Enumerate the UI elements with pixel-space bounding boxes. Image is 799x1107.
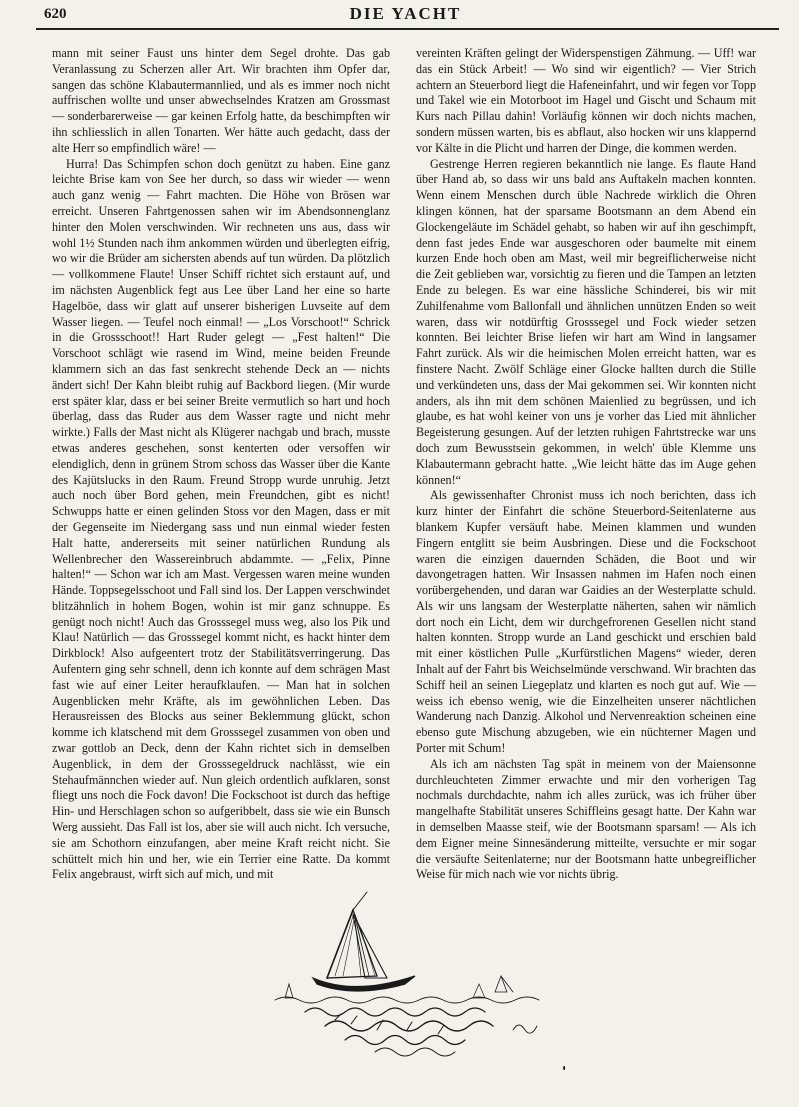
paragraph: vereinten Kräften gelingt der Widerspenstigen Zähmung. — Uff! war das ein Stück Arbeit! — Wo sind wir eigentlich? — Vier Strich achtern an Steuerbord liegt die Hafeneinfahrt, und wir fegen vor Topp und Takel wie ein Motorboot im Hagel und Gischt und Schaum mit Kurs nach Pillau dahin! Vorläufig können wir doch nichts machen, sondern müssen warten, bis es abflaut, also hocken wir uns klappernd vor Kälte in die Plicht und harren der Dinge, die kommen werden. [416, 46, 756, 155]
paragraph: Als gewissenhafter Chronist muss ich noch berichten, dass ich kurz hinter der Einfahrt die schöne Steuerbord-Seitenlaterne aus blankem Kupfer versäuft habe. Meinen klammen und wunden Fingern entglitt sie beim Ausbringen. Diese und die Fockschoot waren die einzigen dauernden Schäden, die Boot und wir davongetragen hatten. Wir Insassen nahmen im Hafen noch einen vorübergehenden, und daran war Gaidies an der Westerplatte schuld. Als wir uns langsam der Westerplatte näherten, sahen wir nämlich dort noch ein Licht, dem wir durchgefrorenen Gesellen nicht stand halten konnten. Stropp wurde an Land geschickt und erschien bald mit einer köstlichen Pulle „Kurfürstlichen Magens“ wieder, deren Inhalt auf der Fahrt bis Weichselmünde verschwand. Wir brachten das Schiff heil an seinen Liegeplatz und klarten es noch gut auf. Wie — weiss ich ebenso wenig, wie die Einzelheiten unserer nächtlichen Wanderung nach Danzig. Alkohol und Nervenreaktion scheinen eine ebenso gute Mischung abzugeben, wie ein nüchterner Magen und Porter mit Schum! [416, 488, 756, 756]
paragraph: Hurra! Das Schimpfen schon doch genützt zu haben. Eine ganz leichte Brise kam von See her durch, so dass wir wieder — wenn auch ganz wenig — Fahrt machten. Die Höhe von Brösen war erreicht. Unseren Fahrtgenossen sahen wir im Abendsonnenglanz hinter den Molen verschwinden. Wir rechneten uns aus, dass wir wohl 1½ Stunden nach ihm ankommen würden und überlegten eifrig, wo wir die Brüder am sichersten abends auf tun würden. Da plötzlich — vollkommene Flaute! Unser Schiff richtet sich erstaunt auf, und im nächsten Augenblick fegt aus Lee über Land her eine so harte Hagelböe, dass wir glatt auf unserer bisherigen Luvseite auf dem Wasser liegen. — Teufel noch einmal! — „Los Vorschoot!“ Schrick in die Grossschoot!! Hart Ruder gelegt — „Fest halten!“ Die Vorschoot schlägt wie rasend im Wind, meine beiden Freunde klammern sich an das fast senkrecht stehende Deck an — nichts ändert sich! Der Kahn bleibt ruhig auf Backbord liegen. (Mir wurde erst später klar, dass er bei seiner Breite vermutlich so hart und hoch überlag, dass das Ruder aus dem Wasser ragte und nicht mehr wirkte.) Falls der Mast nicht als Klügerer nachgab und brach, musste etwas anderes geschehen, sonst kenterten oder versoffen wir elendiglich, denn in grünem Strom schoss das Wasser über die Kante des Kajütslucks in den Raum. Freund Stropp wurde unruhig. Jetzt auch noch über Bord gehen, mein Freundchen, gibt es nicht! Schwupps hatte er einen gelinden Stoss vor den Magen, dass er mit der Gegenseite im Niedergang sass und nun einmal wieder festen Halt hatte, andererseits mit seiner natürlichen Rundung als Wellenbrecher den Wassereinbruch abdammte. — „Felix, Pinne halten!“ — Schon war ich am Mast. Vergessen waren meine wunden Hände. Toppsegelsschoot und Fall sind los. Der Lappen verschwindet blitzähnlich in hohem Bogen, wohin ist mir ganz schnuppe. Es genügt noch nicht! Auch das Grosssegel muss weg, also los Pik und Klau! Natürlich — das Grosssegel kommt nicht, es hackt hinter dem Dirkblock! Also aufgeentert trotz der Stabilitätsverringerung. Das Aufentern ging sehr schnell, denn ich konnte auf dem schrägen Mast fast wie auf einer Leiter heraufklaufen. — Man hat in solchen Augenblicken mehr Kräfte, als im gewöhnlichen Leben. Das Herausreissen des Blocks aus seiner Beklemmung glückt, schon komme ich klatschend mit dem Grosssegel zusammen von oben und zwar gottlob an Deck, denn der Kahn richtet sich in demselben Augenblick, in dem der Grosssegeldruck nachlässt, wie ein Stehaufmännchen wieder auf. Nun gleich ordentlich aufklaren, sonst fliegt uns noch die Fock davon! Die Fockschoot ist durch das heftige Hin- und Herschlagen schon so aufgeribbelt, dass sie wie ein Bunsch Werg aussieht. Das Fall ist los, aber sie will auch nicht. Ich versuche, sie am Schothorn einzufangen, aber meine Kraft reicht nicht. Sie schüttelt mich hin und her, wie ein Terrier eine Ratte. Da kommt Felix angebraust, wirft sich auf mich, und mit [52, 156, 390, 882]
paragraph: Gestrenge Herren regieren bekanntlich nie lange. Es flaute Hand über Hand ab, so dass wir uns bald ans Auftakeln machen konnten. Wenn einem Menschen durch üble Nachrede wirklich die Ohren klingen können, hat der sparsame Bootsmann an dem Abend ein Glockengeläute im Schädel gehabt, so haben wir auf ihn geschimpft, denn fast jedes Ende war ausgeschoren oder baumelte mit einem kurzen Ende hoch oben am Mast, weil mir begreiflicherweise nicht die Zeit geblieben war, vorsichtig zu fieren und die Tampen an letzten Ende zu belegen. Es war eine hässliche Schinderei, bis wir mit Zuhilfenahme vom Ballonfall und ähnlichen unnützen Enden so weit waren, dass wir notdürftig Grosssegel und Fock wieder setzen konnten. Bei leichter Brise liefen wir hart am Wind in langsamer Fahrt zurück. Als wir die heimischen Molen erreicht hatten, war es finstere Nacht. Zwölf Schläge einer Glocke hallten durch die Stille und verkündeten uns, dass der Mai gekommen sei. Wir konnten nicht anders, als ihn mit dem schönen Maienlied zu begrüssen, und ich glaube, es hat wohl keiner von uns je vorher das Lied mit ähnlicher Begeisterung gesungen. Auf der letzten ruhigen Fahrtstrecke war uns doch zum Bewusstsein gekommen, in welch' üble Klemme uns Klabautermann gebracht hatte. „Wie leicht hätte das im Auge gehen können!“ [416, 156, 756, 487]
sailboat-sketch-icon [265, 880, 565, 1080]
paragraph: Als ich am nächsten Tag spät in meinem von der Maiensonne durchleuchteten Zimmer erwachte und mir den vorherigen Tag nochmals durchdachte, nahm ich alles zurück, was ich früher über mangelhafte Stabilität unseres Schiffleins gesagt hatte. Der Kahn war in demselben Maasse steif, wie der Bootsmann sparsam! — Als ich dem Eigner meine Sinnesänderung mitteilte, versuchte er mir sogar die versäufte Seitenlaterne; nur der Bootsmann hatte unbegreiflicher Weise für mich nach wie vor nichts übrig. [416, 756, 756, 882]
paragraph: mann mit seiner Faust uns hinter dem Segel drohte. Das gab Veranlassung zu Scherzen aller Art. Wir brachten ihm Opfer dar, sangen das schöne Klabautermannlied, und als es immer noch nicht auffrischen wollte und unser abwechselndes Kratzen am Grossmast — sonderbarerweise — gar keinen Erfolg hatte, da beschimpften wir ihn schliesslich in allen Tonarten. Wer hätte auch gedacht, dass der alte Herr so empfindlich wäre! — [52, 46, 390, 155]
left-column [52, 46, 390, 883]
right-column [416, 46, 756, 883]
header-rule [36, 28, 779, 30]
page-header [34, 4, 777, 26]
page-number: 620 [44, 6, 67, 22]
running-title: DIE YACHT [349, 4, 462, 23]
sailboat-illustration [265, 880, 565, 1080]
